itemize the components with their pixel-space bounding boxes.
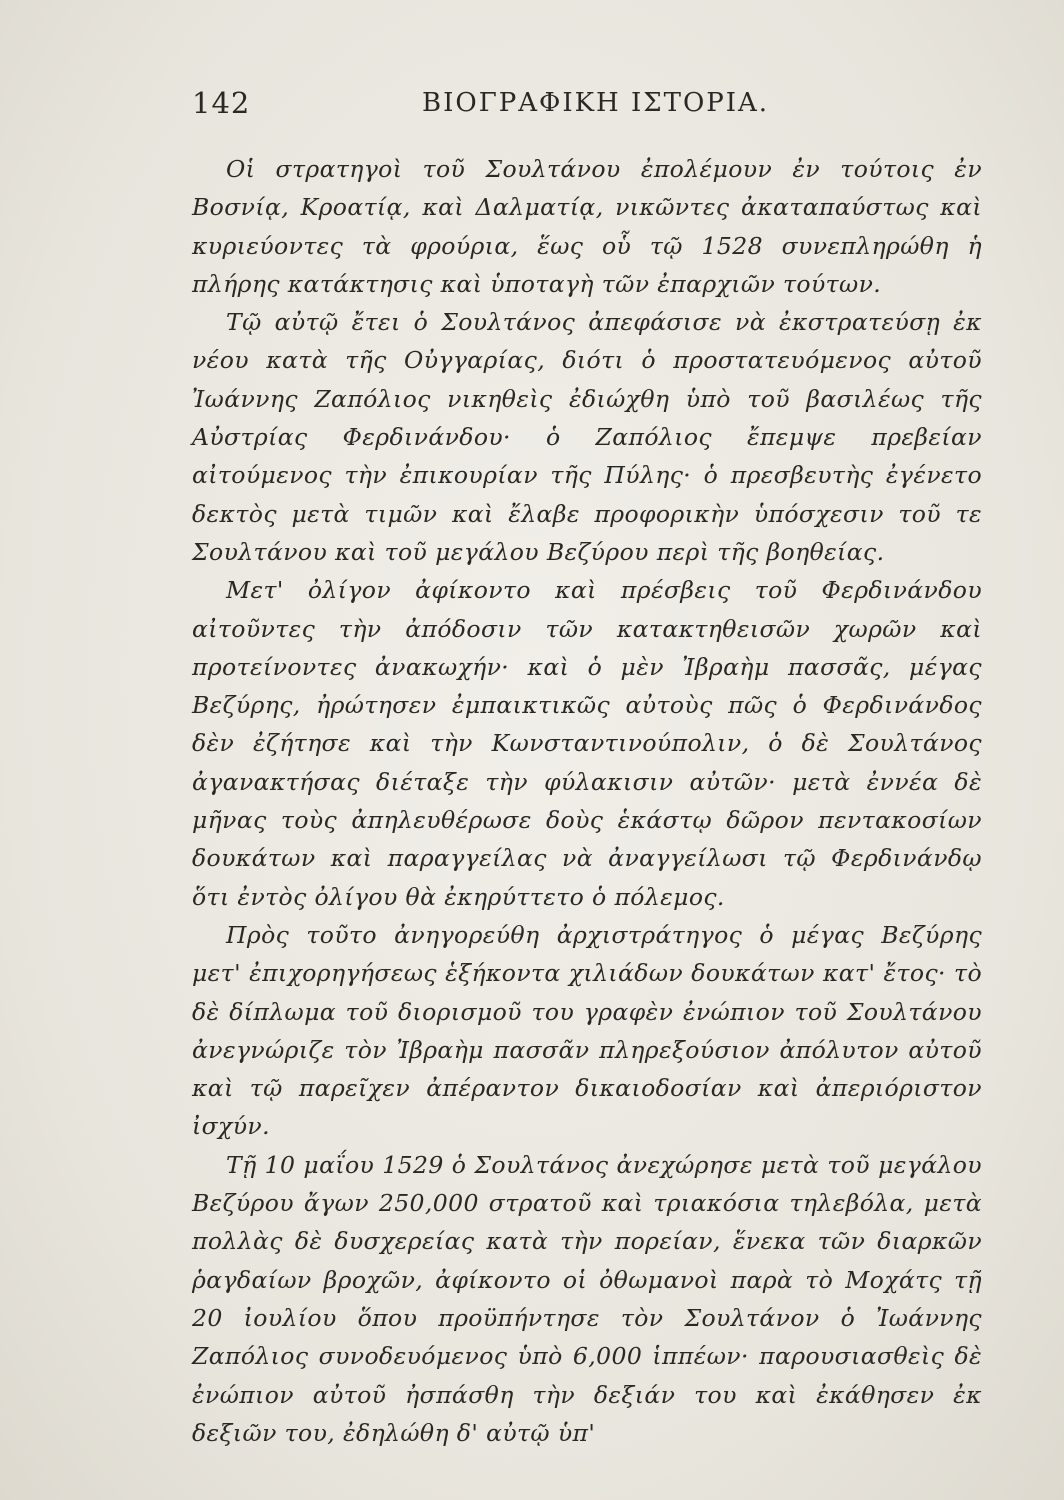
paragraph: Τῷ αὐτῷ ἔτει ὁ Σουλτάνος ἀπεφάσισε νὰ ἐκστρατεύσῃ ἐκ νέου κατὰ τῆς Οὐγγαρίας, διότι ὁ προστατευόμενος αὐτοῦ Ἰωάννης Ζαπόλιος νικηθεὶς ἐδιώχθη ὑπὸ τοῦ βασιλέως τῆς Αὐστρίας Φερδινάνδου· ὁ Ζαπόλιος ἔπεμψε πρεβείαν αἰτούμενος τὴν ἐπικουρίαν τῆς Πύλης· ὁ πρεσβευτὴς ἐγένετο δεκτὸς μετὰ τιμῶν καὶ ἔλαβε προφορικὴν ὑπόσχεσιν τοῦ τε Σουλτάνου καὶ τοῦ μεγάλου Βεζύρου περὶ τῆς βοηθείας. xyxy=(192,308,982,566)
paragraph: Οἱ στρατηγοὶ τοῦ Σουλτάνου ἐπολέμουν ἐν τούτοις ἐν Βοσνίᾳ, Κροατίᾳ, καὶ Δαλματίᾳ, νικῶντες ἀκαταπαύστως καὶ κυριεύοντες τὰ φρούρια, ἕως οὗ τῷ 1528 συνεπληρώθη ἡ πλήρης κατάκτησις καὶ ὑποταγὴ τῶν ἐπαρχιῶν τούτων. xyxy=(192,155,982,298)
paragraph: Τῇ 10 μαΐου 1529 ὁ Σουλτάνος ἀνεχώρησε μετὰ τοῦ μεγάλου Βεζύρου ἄγων 250,000 στρατοῦ καὶ τριακόσια τηλεβόλα, μετὰ πολλὰς δὲ δυσχερείας κατὰ τὴν πορείαν, ἕνεκα τῶν διαρκῶν ῥαγδαίων βροχῶν, ἀφίκοντο οἱ ὀθωμανοὶ παρὰ τὸ Μοχάτς τῇ 20 ἰουλίου ὅπου προϋπήντησε τὸν Σουλτάνον ὁ Ἰωάννης Ζαπόλιος συνοδευόμενος ὑπὸ 6,000 ἱππέων· παρουσιασθεὶς δὲ ἐνώπιον αὐτοῦ ἠσπάσθη τὴν δεξιάν του καὶ ἐκάθησεν ἐκ δεξιῶν του, ἐδηλώθη δ' αὐτῷ ὑπ' xyxy=(192,1150,982,1447)
page-number: 142 xyxy=(192,86,251,120)
page-header xyxy=(192,86,982,126)
paragraph: Πρὸς τοῦτο ἀνηγορεύθη ἀρχιστράτηγος ὁ μέγας Βεζύρης μετ' ἐπιχορηγήσεως ἑξήκοντα χιλιάδων δουκάτων κατ' ἔτος· τὸ δὲ δίπλωμα τοῦ διορισμοῦ του γραφὲν ἐνώπιον τοῦ Σουλτάνου ἀνεγνώριζε τὸν Ἰβραὴμ πασσᾶν πληρεξούσιον ἀπόλυτον αὐτοῦ καὶ τῷ παρεῖχεν ἀπέραντον δικαιοδοσίαν καὶ ἀπεριόριστον ἰσχύν. xyxy=(192,920,982,1141)
body-text xyxy=(192,150,982,1452)
running-title: ΒΙΟΓΡΑΦΙΚΗ ΙΣΤΟΡΙΑ. xyxy=(422,88,770,118)
paragraph: Μετ' ὀλίγον ἀφίκοντο καὶ πρέσβεις τοῦ Φερδινάνδου αἰτοῦντες τὴν ἀπόδοσιν τῶν κατακτηθεισῶν χωρῶν καὶ προτείνοντες ἀνακωχήν· καὶ ὁ μὲν Ἰβραὴμ πασσᾶς, μέγας Βεζύρης, ἠρώτησεν ἐμπαικτικῶς αὐτοὺς πῶς ὁ Φερδινάνδος δὲν ἐζήτησε καὶ τὴν Κωνσταντινούπολιν, ὁ δὲ Σουλτάνος ἀγανακτήσας διέταξε τὴν φύλακισιν αὐτῶν· μετὰ ἐννέα δὲ μῆνας τοὺς ἀπηλευθέρωσε δοὺς ἑκάστῳ δῶρον πεντακοσίων δουκάτων καὶ παραγγείλας νὰ ἀναγγείλωσι τῷ Φερδινάνδῳ ὅτι ἐντὸς ὀλίγου θὰ ἐκηρύττετο ὁ πόλεμος. xyxy=(192,576,982,911)
